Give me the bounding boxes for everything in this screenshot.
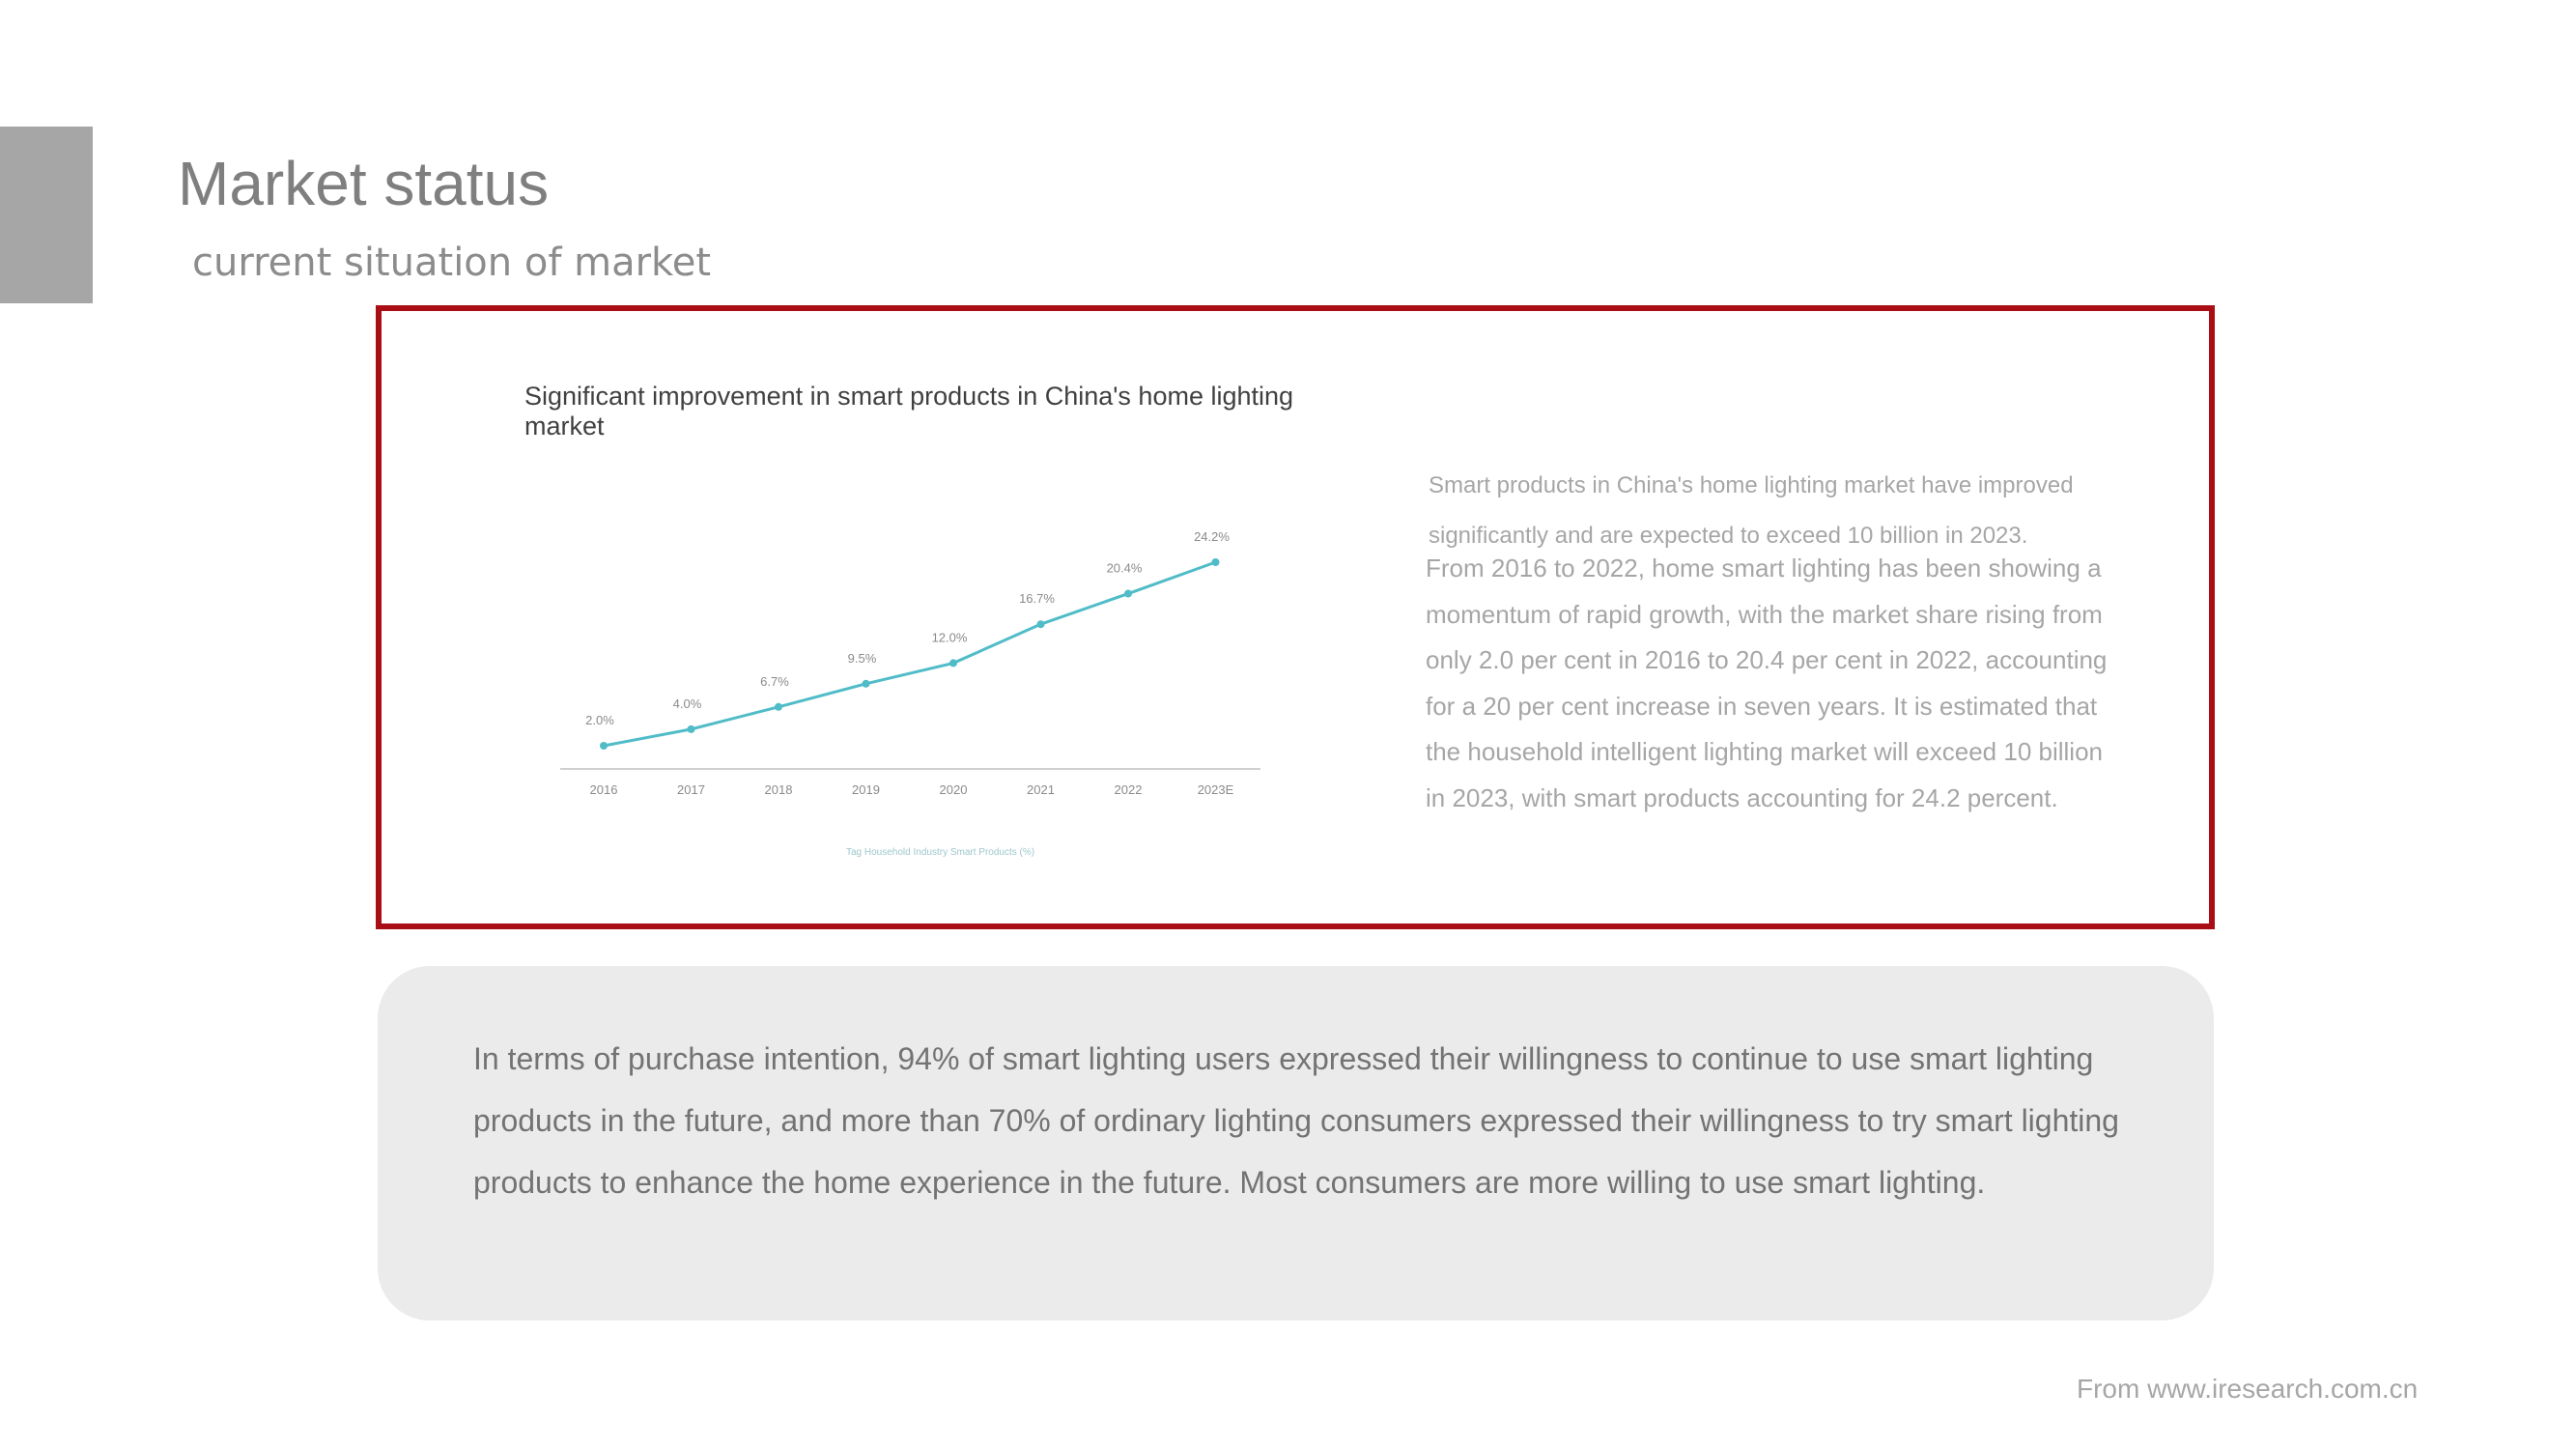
chart-tick-label-2021: 2021 (1027, 782, 1055, 797)
chart-point-2018 (775, 703, 782, 711)
body-text: From 2016 to 2022, home smart lighting has been showing a momentum of rapid growth, with the market share rising from only 2.0 per cent in 2016 to 20.4 per cent in 2022, accounting for a 20 per cent increase in seven years. It is estimated that the household intelligent lighting market will exceed 10 billion in 2023, with smart products accounting for 24.2 percent. (1426, 554, 2108, 812)
page-subtitle: current situation of market (192, 241, 712, 285)
chart-data-label-2022: 20.4% (1106, 560, 1143, 576)
chart-tick-label-2016: 2016 (589, 782, 618, 797)
chart-point-2022 (1124, 590, 1132, 598)
chart-tick-label-2020: 2020 (939, 782, 968, 797)
summary-text: In terms of purchase intention, 94% of smart lighting users expressed their willingness to continue to use smart lighting products in the future, and more than 70% of ordinary lighting consumers expressed their willingness to try smart lighting products to enhance the home experience in the future. Most consumers are more willing to use smart lighting. (473, 1041, 2119, 1200)
chart-series-line (604, 562, 1216, 746)
chart-point-2017 (688, 725, 695, 733)
chart-data-label-2018: 6.7% (760, 673, 789, 689)
lead-text: Smart products in China's home lighting market have improved significantly and are expected to exceed 10 billion in 2023. (1429, 472, 2074, 549)
chart-data-label-2020: 12.0% (931, 630, 968, 645)
chart-point-2021 (1037, 620, 1045, 628)
chart-point-2020 (949, 659, 957, 667)
chart-point-2019 (863, 680, 870, 688)
line-chart-svg (541, 502, 1294, 811)
chart-data-label-2017: 4.0% (672, 696, 702, 711)
chart-tick-label-2023E: 2023E (1197, 782, 1234, 797)
chart-point-2023E (1212, 558, 1220, 566)
source-note: From www.iresearch.com.cn (2077, 1374, 2419, 1404)
page-title: Market status (178, 149, 550, 218)
chart-data-label-2021: 16.7% (1019, 591, 1055, 607)
chart-data-label-2023E: 24.2% (1194, 529, 1230, 544)
chart-point-2016 (600, 742, 608, 750)
chart-tick-label-2019: 2019 (852, 782, 880, 797)
title-accent-block (0, 127, 93, 303)
chart-tick-label-2017: 2017 (677, 782, 705, 797)
line-chart (541, 502, 1294, 811)
chart-data-label-2016: 2.0% (585, 713, 614, 727)
chart-tick-label-2022: 2022 (1114, 782, 1143, 797)
chart-tick-label-2018: 2018 (764, 782, 793, 797)
chart-data-label-2019: 9.5% (847, 650, 877, 666)
chart-source-label: Tag Household Industry Smart Products (%) (846, 847, 1035, 858)
chart-title: Significant improvement in smart products in China's home lighting market (524, 382, 1294, 440)
